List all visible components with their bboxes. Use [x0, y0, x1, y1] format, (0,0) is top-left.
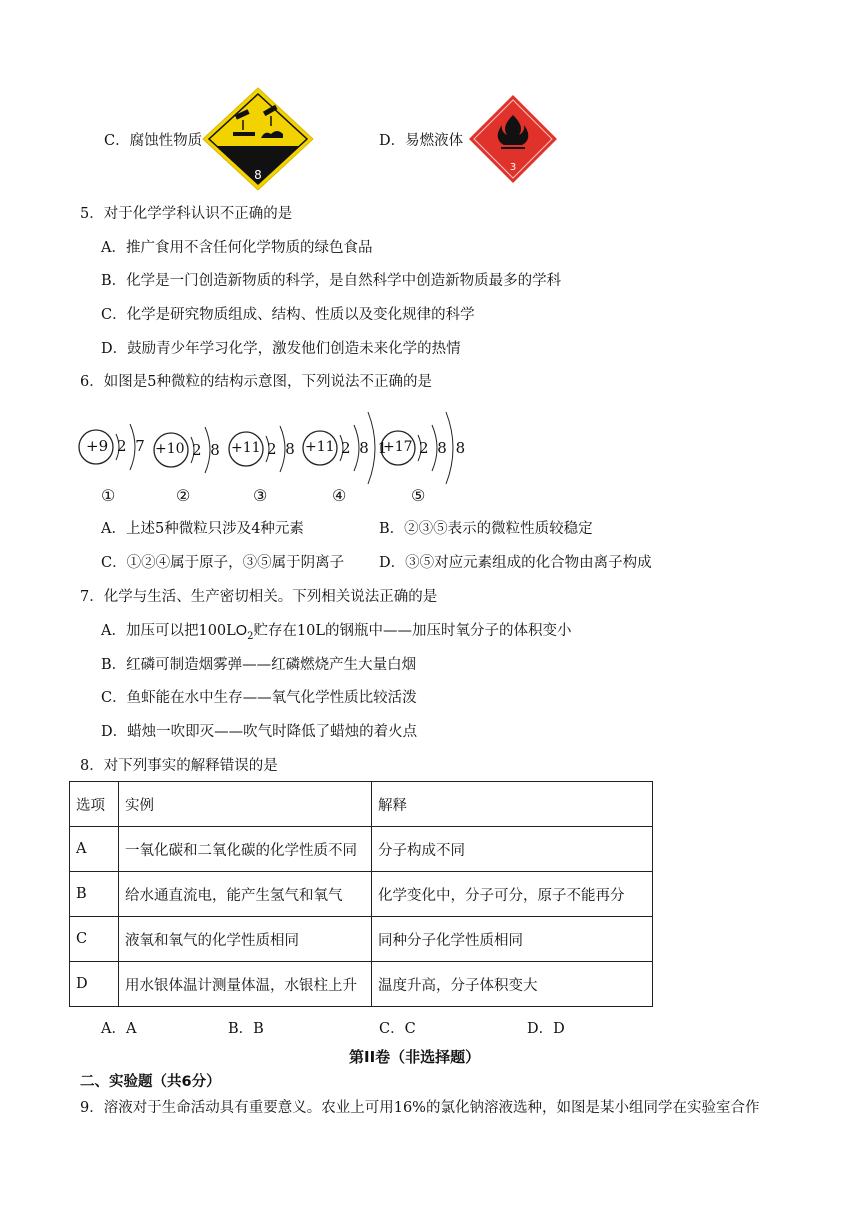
table-cell: 用水银体温计测量体温，水银柱上升: [119, 962, 372, 1007]
table-cell: 一氧化碳和二氧化碳的化学性质不同: [119, 827, 372, 872]
particle-1-nucleus: +9: [86, 437, 109, 455]
section2-title: 二、实验题（共6分）: [80, 1074, 221, 1090]
q7-option-a-formula: O: [235, 623, 248, 639]
q4-option-c: C．腐蚀性物质: [104, 133, 203, 149]
q6-stem: 6．如图是5种微粒的结构示意图，下列说法不正确的是: [80, 374, 432, 390]
particle-5-shells: 2 8 8: [419, 439, 468, 457]
table-cell: B: [70, 872, 119, 917]
q7-stem: 7．化学与生活、生产密切相关。下列相关说法正确的是: [80, 589, 438, 605]
q7-option-c: C．鱼虾能在水中生存——氧气化学性质比较活泼: [101, 690, 417, 706]
particle-5-nucleus: +17: [383, 439, 413, 455]
table-cell: 同种分子化学性质相同: [372, 917, 653, 962]
flammable-sign-icon: [467, 93, 559, 189]
particle-4-nucleus: +11: [305, 439, 335, 455]
table-header-example: 实例: [119, 782, 372, 827]
q5-stem: 5．对于化学学科认识不正确的是: [80, 206, 293, 222]
q5-option-c: C．化学是研究物质组成、结构、性质以及变化规律的科学: [101, 307, 475, 323]
q7-option-a-subscript: 2: [247, 630, 254, 642]
q5-option-a: A．推广食用不含任何化学物质的绿色食品: [101, 240, 373, 256]
q8-option-c: C．C: [379, 1021, 416, 1037]
particle-2-nucleus: +10: [155, 441, 185, 457]
q8-stem: 8．对下列事实的解释错误的是: [80, 758, 278, 774]
q5-option-b: B．化学是一门创造新物质的科学，是自然科学中创造新物质最多的学科: [101, 273, 562, 289]
flammable-sign-number: 3: [509, 162, 517, 173]
particle-3-shells: 2 8: [267, 440, 297, 458]
corrosive-sign-icon: [201, 86, 315, 196]
q9-stem: 9．溶液对于生命活动具有重要意义。农业上可用16%的氯化钠溶液选种，如图是某小组同学在实验室合作: [80, 1100, 760, 1116]
q8-option-d: D．D: [527, 1021, 565, 1037]
corrosive-sign-number: 8: [254, 168, 262, 182]
table-header-option: 选项: [70, 782, 119, 827]
q5-option-d: D．鼓励青少年学习化学，激发他们创造未来化学的热情: [101, 341, 461, 357]
table-row: [70, 827, 653, 872]
q7-option-d: D．蜡烛一吹即灭——吹气时降低了蜡烛的着火点: [101, 724, 418, 740]
q4-option-d: D．易燃液体: [379, 133, 464, 149]
particle-3-nucleus: +11: [231, 440, 261, 456]
table-header-explanation: 解释: [372, 782, 653, 827]
table-cell: A: [70, 827, 119, 872]
table-cell: 给水通直流电，能产生氢气和氧气: [119, 872, 372, 917]
table-row: [70, 962, 653, 1007]
table-row: [70, 917, 653, 962]
q8-option-a: A．A: [101, 1021, 137, 1037]
part2-title: 第II卷（非选择题）: [349, 1048, 481, 1066]
table-cell: 分子构成不同: [372, 827, 653, 872]
q6-option-d: D．③⑤对应元素组成的化合物由离子构成: [379, 555, 652, 571]
particle-4-label: ④: [332, 486, 347, 505]
q6-option-c: C．①②④属于原子，③⑤属于阴离子: [101, 555, 345, 571]
q7-option-a: [101, 621, 572, 647]
particle-1-label: ①: [101, 486, 116, 505]
q7-option-a-post: 贮存在10L的钢瓶中——加压时氧分子的体积变小: [253, 623, 572, 639]
particle-3-label: ③: [253, 486, 268, 505]
particle-4-shells: 2 8 1: [341, 439, 390, 457]
table-header-row: [70, 782, 653, 827]
q8-table: [69, 781, 653, 1007]
table-cell: 液氧和氧气的化学性质相同: [119, 917, 372, 962]
table-cell: D: [70, 962, 119, 1007]
table-cell: 化学变化中，分子可分，原子不能再分: [372, 872, 653, 917]
q7-option-b: B．红磷可制造烟雾弹——红磷燃烧产生大量白烟: [101, 657, 417, 673]
particle-5-label: ⑤: [411, 486, 426, 505]
particle-1-shells: 2 7: [117, 437, 147, 455]
q8-option-b: B．B: [228, 1021, 264, 1037]
table-cell: 温度升高，分子体积变大: [372, 962, 653, 1007]
q6-option-b: B．②③⑤表示的微粒性质较稳定: [379, 521, 593, 537]
particle-2-label: ②: [176, 486, 191, 505]
table-cell: C: [70, 917, 119, 962]
particle-2-shells: 2 8: [192, 441, 222, 459]
q6-option-a: A．上述5种微粒只涉及4种元素: [101, 521, 304, 537]
q7-option-a-pre: A．加压可以把100L: [101, 623, 236, 639]
table-row: [70, 872, 653, 917]
